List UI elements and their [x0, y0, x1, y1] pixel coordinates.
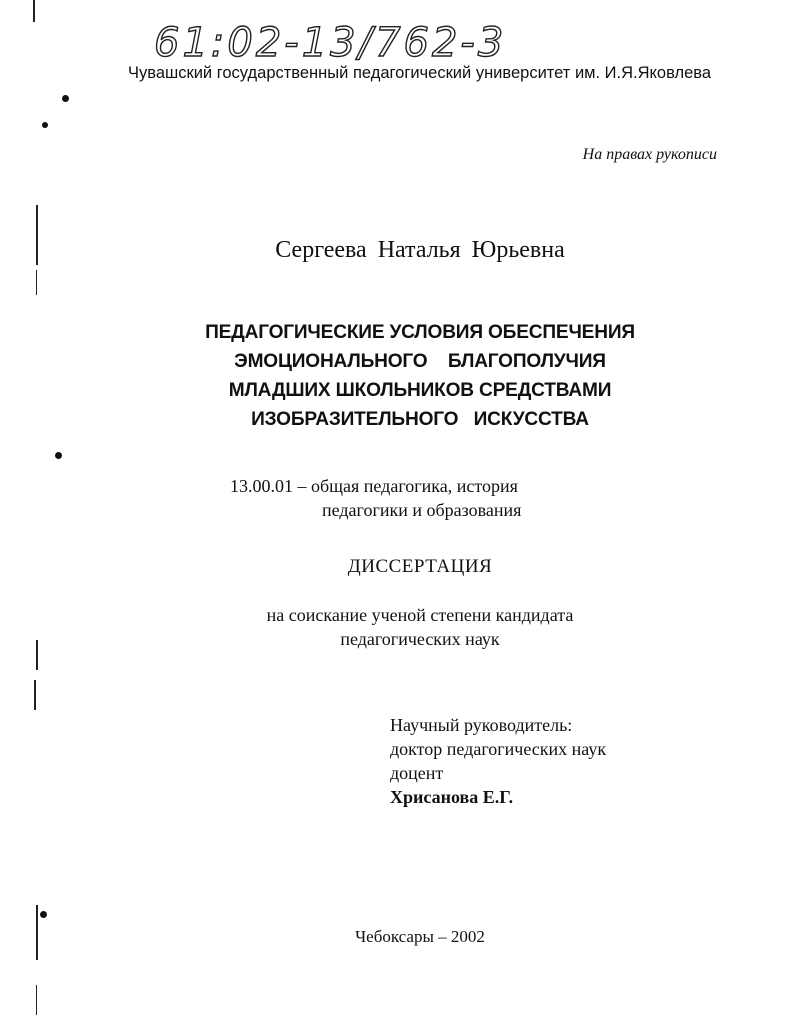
scan-margin-line [36, 985, 37, 1015]
specialty-code [230, 474, 521, 522]
scan-margin-line [34, 680, 36, 710]
archive-code-text: 61:02-13/762-3 [154, 20, 507, 66]
title-line: ЭМОЦИОНАЛЬНОГО БЛАГОПОЛУЧИЯ [234, 350, 606, 372]
title-line: ПЕДАГОГИЧЕСКИЕ УСЛОВИЯ ОБЕСПЕЧЕНИЯ [205, 321, 635, 343]
scan-margin-line [36, 205, 38, 265]
handwritten-archive-code [150, 8, 570, 70]
scan-margin-line [36, 270, 37, 295]
degree-line-2: педагогических наук [340, 629, 500, 649]
manuscript-rights-note: На правах рукописи [582, 146, 717, 163]
degree-sought [0, 603, 795, 651]
degree-line-1: на соискание ученой степени кандидата [266, 605, 574, 625]
document-type: ДИССЕРТАЦИЯ [347, 556, 493, 577]
university-name: Чувашский государственный педагогический университет им. И.Я.Яковлева [128, 64, 712, 82]
author-name: Сергеева Наталья Юрьевна [275, 237, 565, 263]
scan-dot [62, 95, 69, 102]
scan-dot [42, 122, 48, 128]
scan-margin-line [33, 0, 35, 22]
supervisor-block [390, 713, 606, 809]
scan-margin-line [36, 640, 38, 670]
supervisor-name: Хрисанова Е.Г. [390, 787, 514, 807]
title-line: ИЗОБРАЗИТЕЛЬНОГО ИСКУССТВА [251, 408, 589, 430]
scan-dot [55, 452, 62, 459]
dissertation-title [136, 318, 704, 434]
specialty-line-2: педагогики и образования [322, 500, 522, 520]
supervisor-degree: доктор педагогических наук [390, 739, 607, 759]
specialty-line-1: 13.00.01 – общая педагогика, история [230, 476, 518, 496]
city-year: Чебоксары – 2002 [355, 927, 485, 946]
supervisor-label: Научный руководитель: [390, 715, 573, 735]
supervisor-rank: доцент [390, 763, 444, 783]
scan-dot [40, 911, 47, 918]
scan-margin-line [36, 905, 38, 960]
title-line: МЛАДШИХ ШКОЛЬНИКОВ СРЕДСТВАМИ [228, 379, 612, 401]
